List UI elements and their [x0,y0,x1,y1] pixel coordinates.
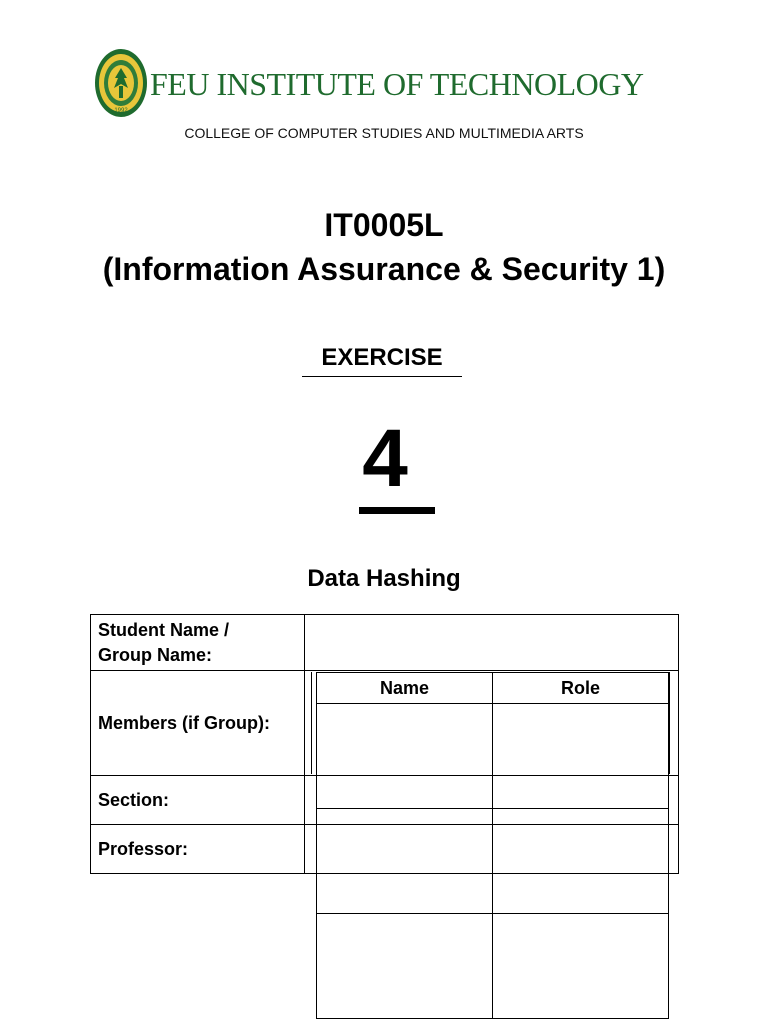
members-column-role: Role [493,673,669,704]
student-name-field[interactable] [305,615,679,671]
members-label: Members (if Group): [91,671,305,776]
section-label: Section: [91,776,305,825]
student-name-label [91,615,305,671]
member-role-field[interactable] [493,809,669,914]
members-row [91,671,679,776]
exercise-topic: Data Hashing [307,565,461,592]
member-role-field[interactable] [493,704,669,809]
members-entry-row [317,704,669,809]
student-name-label-line2: Group Name: [98,644,213,665]
member-name-field[interactable] [317,809,493,914]
members-table [316,672,669,1019]
exercise-label: EXERCISE [302,344,462,377]
members-header-row [317,673,669,704]
document-header [94,48,654,118]
member-name-field[interactable] [317,914,493,1019]
members-entry-row [317,809,669,914]
student-info-table [90,614,679,874]
member-name-field[interactable] [317,704,493,809]
student-name-row [91,615,679,671]
course-title: (Information Assurance & Security 1) [102,251,666,287]
members-entry-row [317,914,669,1019]
members-cell [305,671,679,776]
college-name: COLLEGE OF COMPUTER STUDIES AND MULTIMEDIA ARTS [184,125,584,141]
exercise-number-underline [359,507,435,514]
members-frame [311,672,670,774]
professor-label: Professor: [91,825,305,874]
seal-year: 1992 [114,108,128,114]
feu-seal-logo [94,48,148,118]
course-code: IT0005L [324,207,444,243]
member-role-field[interactable] [493,914,669,1019]
exercise-number: 4 [362,413,408,504]
institution-name: FEU INSTITUTE OF TECHNOLOGY [150,66,644,102]
members-column-name: Name [317,673,493,704]
student-name-label-line1: Student Name / [98,620,230,641]
